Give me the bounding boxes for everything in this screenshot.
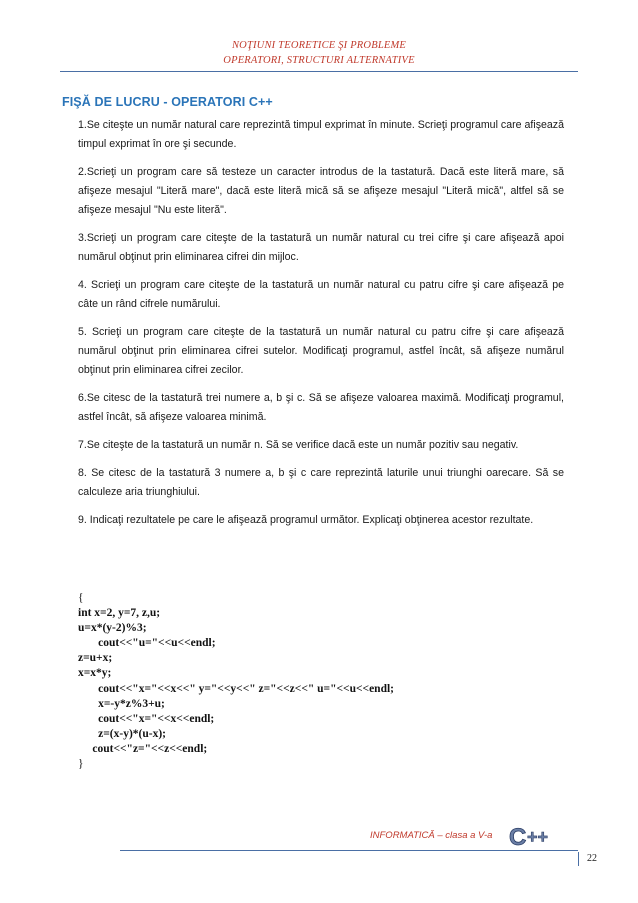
exercise-8: 8. Se citesc de la tastatură 3 numere a, b şi c care reprezintă laturile unui triunghi oarecare. Să se calculeze aria triunghiului.: [78, 467, 564, 498]
cpp-logo-icon: [507, 822, 559, 850]
exercise-7: 7.Se citeşte de la tastatură un număr n. Să se verifice dacă este un număr pozitiv sau negativ.: [78, 439, 519, 451]
code-line: }: [78, 758, 84, 771]
code-line: x=-y*z%3+u;: [78, 697, 165, 710]
exercise-3: 3.Scrieţi un program care citeşte de la tastatură un număr natural cu trei cifre şi care afişează apoi numărul obţinut prin eliminarea cifrei din mijloc.: [78, 232, 564, 263]
code-line: {: [78, 592, 84, 604]
header-line-2: OPERATORI, STRUCTURI ALTERNATIVE: [223, 55, 415, 66]
code-line: x=x*y;: [78, 667, 112, 680]
code-line: z=u+x;: [78, 652, 113, 665]
page-number: 22: [578, 852, 605, 866]
header-divider: [60, 71, 578, 72]
code-line: z=(x-y)*(u-x);: [78, 727, 166, 740]
header-line-1: NOŢIUNI TEORETICE ŞI PROBLEME: [231, 40, 407, 51]
logo-c: C: [509, 824, 527, 850]
code-line: u=x*(y-2)%3;: [78, 622, 147, 635]
logo-plus-plus: ++: [527, 827, 549, 847]
page-header: [60, 38, 578, 68]
code-line: cout<<"x="<<x<<endl;: [78, 712, 215, 725]
exercise-1: 1.Se citeşte un număr natural care reprezintă timpul exprimat în minute. Scrieţi programul care afişează timpul exprimat în ore şi secunde.: [78, 119, 564, 150]
exercise-2: 2.Scrieţi un program care să testeze un caracter introdus de la tastatură. Dacă este literă mare, să afişeze mesajul "Literă mare", dacă este literă mică să se afişeze mesajul "Literă mică", altfel să se afişeze mesajul "Nu este literă".: [78, 166, 564, 216]
code-line: cout<<"u="<<u<<endl;: [78, 637, 216, 650]
footer-subject: INFORMATICĂ – clasa a V-a: [370, 830, 493, 841]
exercise-5: 5. Scrieţi un program care citeşte de la tastatură un număr natural cu patru cifre şi care afişează numărul obţinut prin eliminarea cifrei sutelor. Modificaţi programul, astfel încât, să afişeze numărul obţinut prin eliminarea cifrei zecilor.: [78, 326, 564, 376]
code-line: int x=2, y=7, z,u;: [78, 607, 161, 620]
code-line: cout<<"z="<<z<<endl;: [78, 742, 208, 755]
exercise-9: 9. Indicaţi rezultatele pe care le afişează programul următor. Explicaţi obţinerea acestor rezultate.: [78, 514, 534, 526]
exercise-6: 6.Se citesc de la tastatură trei numere a, b şi c. Să se afişeze valoarea maximă. Modificaţi programul, astfel încât, să afişeze valoarea minimă.: [78, 392, 564, 423]
code-line: cout<<"x="<<x<<" y="<<y<<" z="<<z<<" u="<<u<<endl;: [78, 682, 394, 695]
code-block: [78, 591, 394, 772]
worksheet-title: FIŞĂ DE LUCRU - OPERATORI C++: [62, 95, 273, 109]
exercise-list: [78, 116, 564, 539]
footer-divider: [120, 850, 578, 851]
exercise-4: 4. Scrieţi un program care citeşte de la tastatură un număr natural cu patru cifre şi care afişează pe câte un rând cifrele numărului.: [78, 279, 564, 310]
